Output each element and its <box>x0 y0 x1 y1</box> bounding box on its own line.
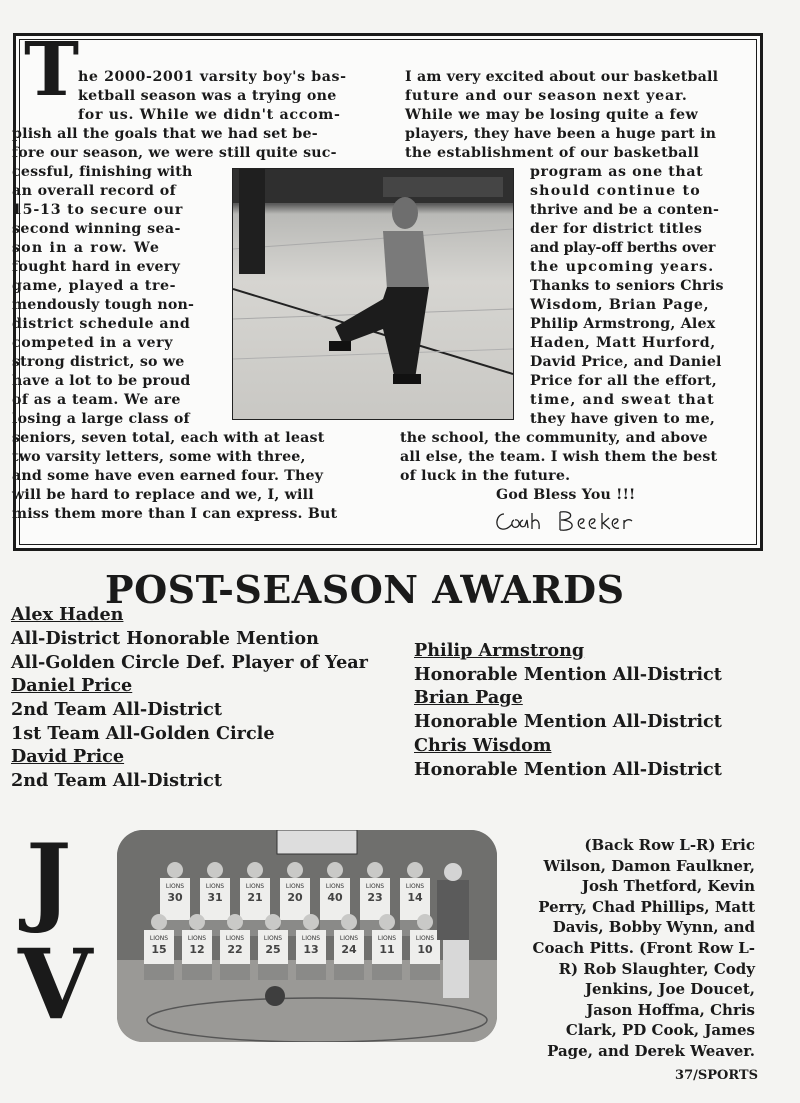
jv-team-photo <box>117 830 497 1042</box>
jersey-number: 40 <box>327 891 343 904</box>
letter-line: should continue to <box>530 183 701 199</box>
jersey-label: LIONS <box>245 883 265 890</box>
letter-line: district schedule and <box>12 316 191 332</box>
jersey-label: LIONS <box>365 883 385 890</box>
award-recipient <box>11 674 132 698</box>
letter-line: players, they have been a huge part in <box>405 126 717 142</box>
jersey-label: LIONS <box>205 883 225 890</box>
caption-line: Josh Thetford, Kevin <box>581 877 755 896</box>
award-recipient <box>414 734 551 758</box>
jersey-number: 21 <box>247 891 263 904</box>
caption-line: Coach Pitts. (Front Row L- <box>532 938 755 957</box>
letter-line: David Price, and Daniel <box>530 354 722 370</box>
letter-line: game, played a tre- <box>12 278 177 294</box>
award-honor: All-District Honorable Mention <box>11 628 319 649</box>
letter-line: Haden, Matt Hurford, <box>530 335 716 351</box>
letter-line: the school, the community, and above <box>400 430 708 446</box>
jersey-number: 14 <box>407 891 423 904</box>
jersey-number: 31 <box>207 891 223 904</box>
letter-line: of luck in the future. <box>400 468 571 484</box>
letter-line: second winning sea- <box>12 221 181 237</box>
letter-line: der for district titles <box>530 221 703 237</box>
letter-closing: God Bless You !!! <box>496 487 636 503</box>
jersey-label: LIONS <box>263 935 283 942</box>
letter-line: thrive and be a conten- <box>530 202 720 218</box>
award-recipient <box>11 603 123 627</box>
jersey-label: LIONS <box>165 883 185 890</box>
letter-line: competed in a very <box>12 335 174 351</box>
caption-line: R) Rob Slaughter, Cody <box>558 959 755 978</box>
caption-line: Perry, Chad Phillips, Matt <box>538 897 755 916</box>
awards-title: POST-SEASON AWARDS <box>105 567 625 612</box>
award-honor: 2nd Team All-District <box>11 699 222 720</box>
award-name: David Price <box>11 746 125 767</box>
letter-line: Thanks to seniors Chris <box>530 278 724 294</box>
letter-line: seniors, seven total, each with at least <box>12 430 325 446</box>
caption-line: (Back Row L-R) Eric <box>584 836 755 854</box>
letter-line: losing a large class of <box>12 411 190 427</box>
jersey-number: 15 <box>151 943 167 956</box>
jersey-label: LIONS <box>285 883 305 890</box>
jersey-number: 23 <box>367 891 383 904</box>
caption-line: Davis, Bobby Wynn, and <box>552 918 755 937</box>
jersey-number: 11 <box>379 943 395 956</box>
award-name: Daniel Price <box>11 675 133 696</box>
award-recipient <box>414 639 584 663</box>
jersey-label: LIONS <box>405 883 425 890</box>
jersey-number: 20 <box>287 891 303 904</box>
letter-line: Price for all the effort, <box>530 373 718 389</box>
coach-kneeling-photo <box>232 168 514 420</box>
letter-line: the establishment of our basketball <box>405 145 700 161</box>
award-recipient <box>11 745 124 769</box>
letter-line: fought hard in every <box>12 259 181 275</box>
letter-line: all else, the team. I wish them the best <box>400 449 718 465</box>
award-honor: Honorable Mention All-District <box>414 664 722 685</box>
award-honor: Honorable Mention All-District <box>414 759 722 780</box>
award-honor: Honorable Mention All-District <box>414 711 722 732</box>
caption-line: Wilson, Damon Faulkner, <box>543 856 755 875</box>
jv-caption <box>530 835 755 1062</box>
jersey-label: LIONS <box>325 883 345 890</box>
letter-line: time, and sweat that <box>530 392 715 408</box>
award-recipient <box>414 686 523 710</box>
jersey-number: 13 <box>303 943 319 956</box>
letter-line: miss them more than I can express. But <box>12 506 338 522</box>
jv-letter-j: J <box>26 823 72 936</box>
letter-line: and some have even earned four. They <box>12 468 324 484</box>
caption-line: Page, and Derek Weaver. <box>547 1041 755 1060</box>
jersey-number: 30 <box>167 891 183 904</box>
letter-line: Wisdom, Brian Page, <box>530 297 710 313</box>
jersey-label: LIONS <box>301 935 321 942</box>
letter-line: have a lot to be proud <box>12 373 191 389</box>
jersey-number: 22 <box>227 943 243 956</box>
coach-signature <box>490 504 650 536</box>
letter-line: I am very excited about our basketball <box>405 69 719 85</box>
letter-line: 15-13 to secure our <box>12 202 184 218</box>
award-name: Chris Wisdom <box>414 735 552 756</box>
letter-line: son in a row. We <box>12 240 161 256</box>
letter-line: mendously tough non- <box>12 297 195 313</box>
letter-line: strong district, so we <box>12 354 185 370</box>
jersey-number: 24 <box>341 943 357 956</box>
letter-line: ketball season was a trying one <box>78 88 337 104</box>
jersey-label: LIONS <box>187 935 207 942</box>
award-name: Alex Haden <box>11 604 124 625</box>
letter-line: plish all the goals that we had set be- <box>12 126 318 142</box>
caption-line: Clark, PD Cook, James <box>565 1021 755 1040</box>
letter-line: While we may be losing quite a few <box>405 107 699 123</box>
caption-line: Jenkins, Joe Doucet, <box>584 980 755 999</box>
page-number: 37/SPORTS <box>675 1068 758 1083</box>
letter-line: fore our season, we were still quite suc- <box>12 145 337 161</box>
letter-line: he 2000-2001 varsity boy's bas- <box>78 69 347 85</box>
letter-line: they have given to me, <box>530 411 716 427</box>
letter-line: will be hard to replace and we, I, will <box>12 487 314 503</box>
award-name: Brian Page <box>414 687 523 708</box>
jersey-label: LIONS <box>149 935 169 942</box>
award-name: Philip Armstrong <box>414 640 585 661</box>
award-honor: All-Golden Circle Def. Player of Year <box>11 652 368 673</box>
letter-line: future and our season next year. <box>405 88 688 104</box>
letter-line: of as a team. We are <box>12 392 181 408</box>
letter-line: Philip Armstrong, Alex <box>530 316 716 332</box>
letter-drop-cap: T <box>24 27 80 113</box>
jersey-label: LIONS <box>339 935 359 942</box>
award-honor: 2nd Team All-District <box>11 770 222 791</box>
award-honor: 1st Team All-Golden Circle <box>11 723 275 744</box>
letter-line: an overall record of <box>12 183 177 199</box>
jersey-number: 10 <box>417 943 433 956</box>
jersey-number: 25 <box>265 943 281 956</box>
jersey-number: 12 <box>189 943 205 956</box>
jersey-label: LIONS <box>377 935 397 942</box>
jersey-label: LIONS <box>225 935 245 942</box>
letter-line: for us. While we didn't accom- <box>78 107 341 123</box>
letter-line: program as one that <box>530 164 704 180</box>
letter-line: the upcoming years. <box>530 259 715 275</box>
letter-line: and play-off berths over <box>530 240 716 256</box>
jersey-label: LIONS <box>415 935 435 942</box>
jv-letter-v: V <box>18 928 93 1041</box>
letter-line: two varsity letters, some with three, <box>12 449 306 465</box>
letter-line: cessful, finishing with <box>12 164 193 180</box>
caption-line: Jason Hoffma, Chris <box>586 1000 755 1019</box>
